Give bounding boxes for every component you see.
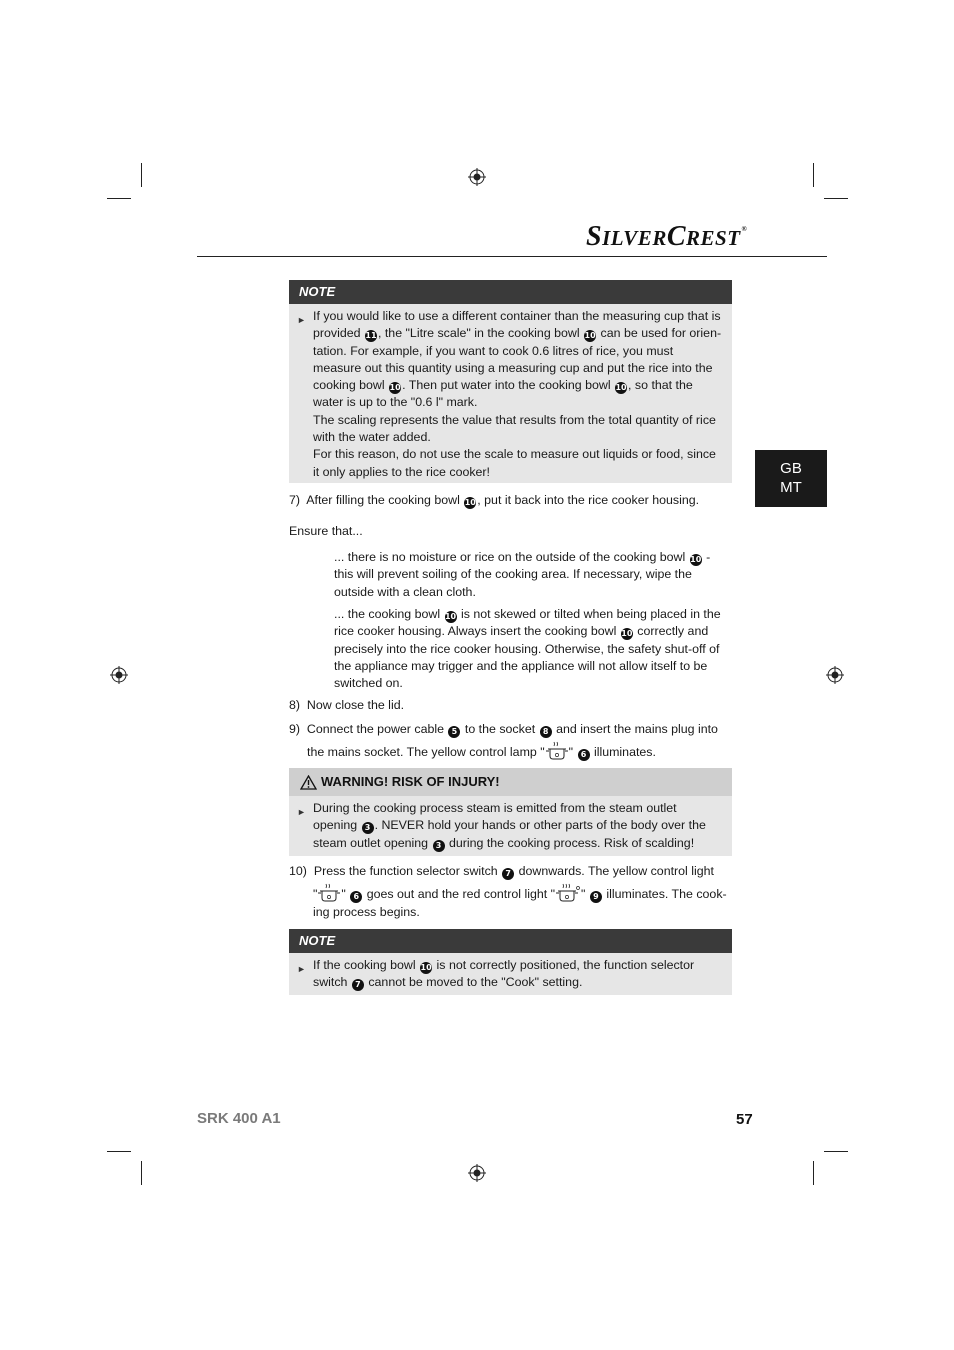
page-number: 57: [736, 1111, 753, 1128]
item-number-badge: 10: [464, 498, 476, 507]
note-body: [289, 953, 732, 995]
crop-mark: [813, 163, 814, 187]
cooking-pot-icon: [555, 883, 581, 908]
warning-triangle-icon: [300, 775, 317, 790]
item-number-badge: 10: [615, 383, 627, 393]
step-8: 8) Now close the lid.: [289, 698, 405, 712]
item-number-badge: 10: [584, 331, 596, 341]
step-9-continued: the mains socket. The yellow control lamp " " 6 illuminates.: [307, 741, 737, 766]
ensure-item: ... the cooking bowl 10 is not skewed or tilted when being placed in the rice cooker housing. Always insert the cooking bowl 10 correctly and precisely into the rice cooker housing. Otherwise, the safety shut-off of the appliance may trigger and the appliance will not allow itself to be switched on.: [334, 607, 721, 691]
crop-mark: [107, 1151, 131, 1152]
step-10-end: ing process begins.: [313, 905, 420, 919]
step-9: 9) Connect the power cable 5 to the socket 8 and insert the mains plug into: [289, 722, 718, 736]
crop-mark: [141, 1161, 142, 1185]
item-number-badge: 5: [448, 726, 460, 738]
step-7: 7) After filling the cooking bowl 10, put it back into the rice cooker housing.: [289, 493, 700, 507]
warning-paragraph: During the cooking process steam is emitted from the steam outlet opening 3 . NEVER hold your hands or other parts of the body over the steam outlet opening 3 during the cooking process. Risk of scalding!: [313, 801, 706, 850]
registration-mark-icon: [468, 1164, 486, 1182]
note-paragraph: If you would like to use a different container than the measuring cup that is provided 11, the "Litre scale" in the cooking bowl 10 can be used for orien-tation. For example, if you want to cook 0.6 litres of rice, you must measure out this quantity using a measuring cup and put the rice into the cooking bowl 10. Then put water into the cooking bowl 10, so that the water is up to the "0.6 l" mark.: [313, 309, 722, 410]
language-code-gb: GB: [780, 460, 802, 477]
bullet-arrow-icon: ►: [297, 807, 306, 817]
language-tab: [755, 450, 827, 507]
crop-mark: [141, 163, 142, 187]
warning-body: [289, 796, 732, 855]
note-title: NOTE: [289, 280, 732, 304]
registration-mark-icon: [468, 168, 486, 186]
registration-mark-icon: [110, 666, 128, 684]
bullet-arrow-icon: ►: [297, 315, 306, 325]
note-paragraph: If the cooking bowl 10 is not correctly positioned, the function selector switch 7 cannot be moved to the "Cook" setting.: [313, 958, 695, 990]
item-number-badge: 10: [389, 383, 401, 393]
item-number-badge: 11: [365, 331, 377, 341]
bullet-arrow-icon: ►: [297, 964, 306, 974]
item-number-badge: 10: [444, 612, 457, 621]
note-body: [289, 304, 732, 484]
footer-model: SRK 400 A1: [197, 1110, 281, 1127]
crop-mark: [824, 198, 848, 199]
item-number-badge: 9: [590, 891, 602, 903]
note-box: [289, 280, 732, 483]
item-number-badge: 7: [502, 868, 514, 880]
crop-mark: [107, 198, 131, 199]
language-code-mt: MT: [780, 479, 802, 496]
header-rule: [197, 256, 827, 257]
step-10-continued: " " 6 goes out and the red control light " " 9 illuminates. The cook-: [313, 883, 735, 908]
crop-mark: [813, 1161, 814, 1185]
note-box: [289, 929, 732, 995]
note-paragraph: For this reason, do not use the scale to measure out liquids or food, since it only applies to the rice cooker!: [313, 447, 716, 479]
brand-logo: SILVERCREST®: [586, 221, 748, 252]
item-number-badge: 10: [420, 963, 432, 972]
crop-mark: [824, 1151, 848, 1152]
registration-mark-icon: [826, 666, 844, 684]
item-number-badge: 8: [540, 726, 552, 738]
warning-box: [289, 768, 732, 856]
item-number-badge: 7: [352, 979, 364, 991]
note-title: NOTE: [289, 929, 732, 953]
ensure-heading: Ensure that...: [289, 524, 363, 538]
item-number-badge: 3: [433, 840, 445, 852]
ensure-item: ... there is no moisture or rice on the outside of the cooking bowl 10 - this will prevent soiling of the cooking area. If necessary, wipe the outside with a clean cloth.: [334, 550, 711, 599]
warning-title: WARNING! RISK OF INJURY!: [321, 774, 500, 789]
note-paragraph: The scaling represents the value that results from the total quantity of rice with the water added.: [313, 412, 716, 445]
keep-warm-pot-icon: [545, 741, 569, 766]
step-10: 10) Press the function selector switch 7 downwards. The yellow control light: [289, 864, 714, 878]
item-number-badge: 6: [350, 891, 362, 903]
warning-title-row: [289, 768, 732, 796]
item-number-badge: 6: [578, 749, 590, 761]
item-number-badge: 3: [362, 822, 374, 834]
item-number-badge: 10: [690, 555, 702, 564]
item-number-badge: 10: [621, 629, 633, 639]
